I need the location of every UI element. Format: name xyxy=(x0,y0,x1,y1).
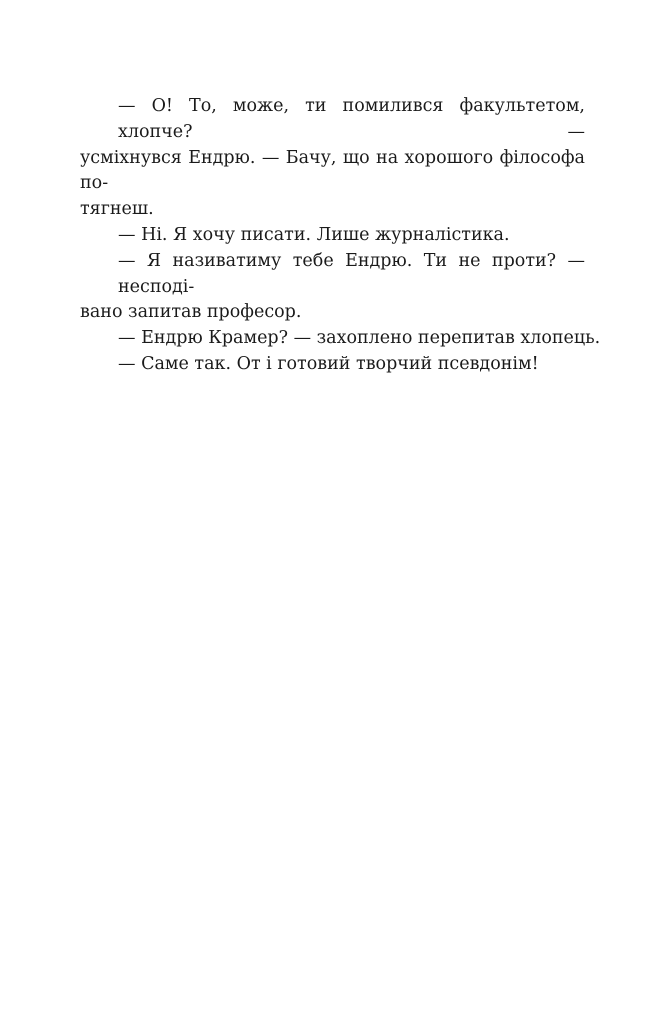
text-line-6: вано запитав професор. xyxy=(80,302,302,323)
text-line-7: — Ендрю Крамер? — захоплено перепитав хлопець. xyxy=(118,328,601,349)
text-line-1: — О! То, може, ти помилився факультетом, хлопче? — xyxy=(118,96,585,142)
text-line-3: тягнеш. xyxy=(80,199,154,220)
text-line-4: — Ні. Я хочу писати. Лише журналістика. xyxy=(118,224,510,245)
page-text xyxy=(80,94,601,378)
text-line-5: — Я називатиму тебе Ендрю. Ти не проти? — несподі- xyxy=(118,250,585,297)
text-line-2: усміхнувся Ендрю. — Бачу, що на хорошого філософа по- xyxy=(80,147,585,194)
text-line-8: — Саме так. От і готовий творчий псевдонім! xyxy=(118,353,539,374)
